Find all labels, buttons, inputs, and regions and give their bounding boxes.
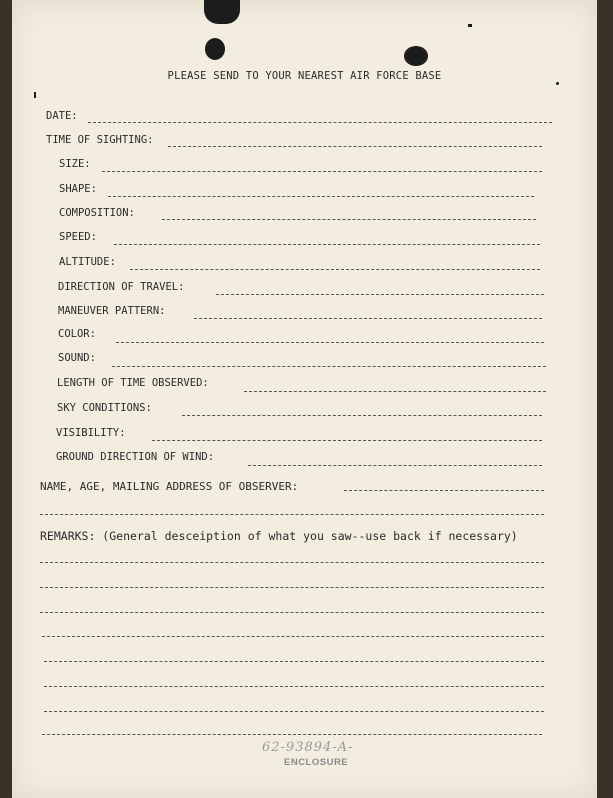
- answer-line-shape: [108, 196, 534, 197]
- answer-line-ground-wind: [248, 465, 542, 466]
- field-label-altitude: ALTITUDE:: [59, 256, 116, 268]
- field-label-sound: SOUND:: [58, 352, 96, 364]
- remarks-line: [42, 734, 542, 735]
- field-label-time-of-sighting: TIME OF SIGHTING:: [46, 134, 154, 146]
- answer-line-observer: [344, 490, 544, 491]
- field-label-visibility: VISIBILITY:: [56, 427, 126, 439]
- speck: [556, 82, 559, 85]
- answer-line-date: [88, 122, 552, 123]
- remarks-line: [42, 636, 544, 637]
- answer-line-color: [116, 342, 544, 343]
- answer-line-sky-conditions: [182, 415, 542, 416]
- field-label-shape: SHAPE:: [59, 183, 97, 195]
- field-label-speed: SPEED:: [59, 231, 97, 243]
- field-label-maneuver-pattern: MANEUVER PATTERN:: [58, 305, 166, 317]
- remarks-line: [40, 612, 544, 613]
- ink-blot-top: [204, 0, 240, 24]
- answer-line-maneuver-pattern: [194, 318, 542, 319]
- remarks-line: [44, 661, 544, 662]
- answer-line-sound: [112, 366, 546, 367]
- answer-line-direction-of-travel: [216, 294, 544, 295]
- answer-line-size: [102, 171, 542, 172]
- ink-blot-top-drip: [205, 38, 225, 60]
- field-label-sky-conditions: SKY CONDITIONS:: [57, 402, 152, 414]
- remarks-line: [44, 711, 544, 712]
- answer-line-observer-2: [40, 514, 544, 515]
- ink-blot-right: [404, 46, 428, 66]
- field-label-date: DATE:: [46, 110, 78, 122]
- answer-line-time-of-sighting: [168, 146, 542, 147]
- speck: [34, 92, 36, 98]
- field-label-observer: NAME, AGE, MAILING ADDRESS OF OBSERVER:: [40, 480, 299, 493]
- answer-line-visibility: [152, 440, 542, 441]
- answer-line-speed: [114, 244, 540, 245]
- answer-line-altitude: [130, 269, 540, 270]
- enclosure-stamp: ENCLOSURE: [284, 757, 349, 768]
- field-label-ground-direction-of-wind: GROUND DIRECTION OF WIND:: [56, 451, 215, 463]
- file-number-stamp: 62-93894-A-: [262, 740, 354, 755]
- field-label-composition: COMPOSITION:: [59, 207, 135, 219]
- form-title: PLEASE SEND TO YOUR NEAREST AIR FORCE BASE: [167, 70, 442, 82]
- answer-line-length-of-time: [244, 391, 546, 392]
- remarks-line: [44, 686, 544, 687]
- remarks-line: [40, 562, 544, 563]
- speck: [468, 24, 472, 27]
- remarks-line: [40, 587, 544, 588]
- field-label-length-of-time-observed: LENGTH OF TIME OBSERVED:: [57, 377, 209, 389]
- form-page: [12, 0, 597, 798]
- field-label-size: SIZE:: [59, 158, 91, 170]
- remarks-label: REMARKS: (General desceiption of what you saw--use back if necessary): [40, 529, 518, 543]
- answer-line-composition: [162, 219, 536, 220]
- field-label-color: COLOR:: [58, 328, 96, 340]
- field-label-direction-of-travel: DIRECTION OF TRAVEL:: [58, 281, 185, 293]
